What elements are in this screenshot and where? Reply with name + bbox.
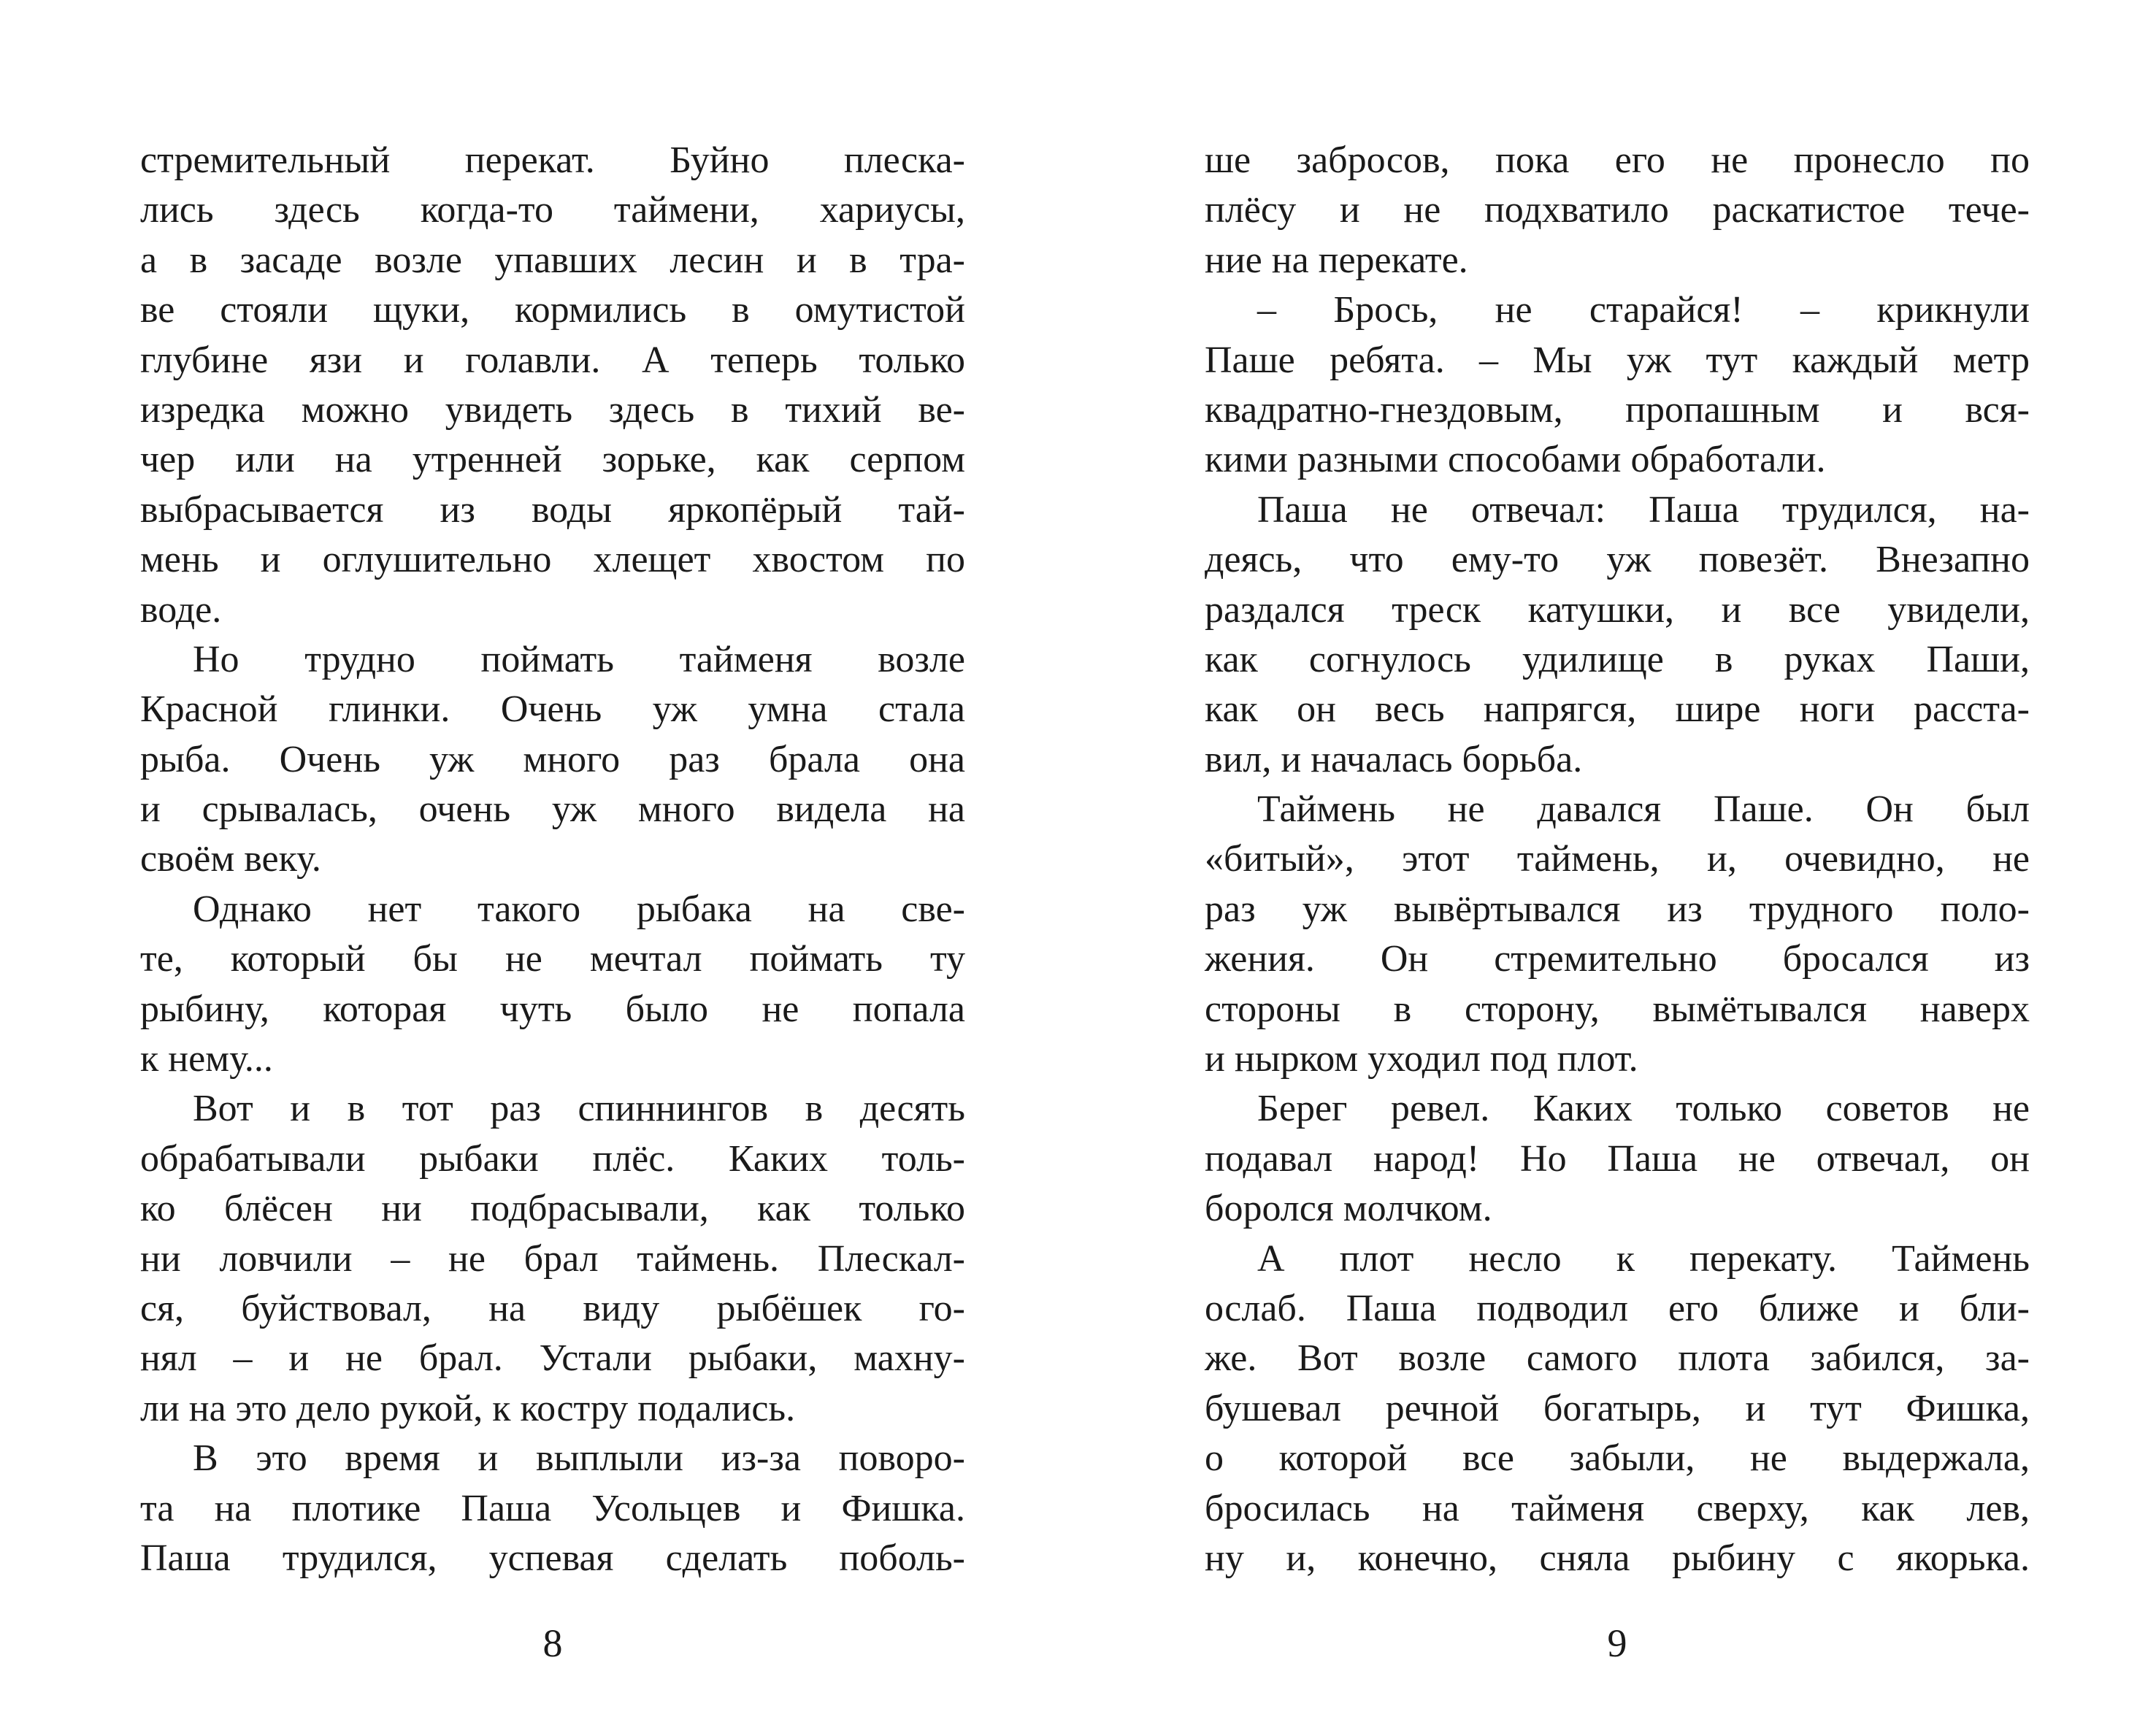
text-line: как согнулось удилище в руках Паши,	[1205, 638, 2030, 680]
text-line: Таймень не давался Паше. Он был	[1257, 788, 2030, 831]
text-line: своём веку.	[140, 838, 321, 880]
right-page-number: 9	[1607, 1621, 1627, 1665]
text-line: и срывалась, очень уж много видела на	[140, 788, 965, 831]
text-line: стороны в сторону, вымётывался наверх	[1205, 988, 2030, 1030]
text-line: ся, буйствовал, на виду рыбёшек го-	[140, 1287, 965, 1329]
text-line: ше забросов, пока его не пронесло по	[1205, 139, 2030, 181]
text-line: плёсу и не подхватило раскатистое тече-	[1205, 189, 2030, 231]
left-page-number: 8	[542, 1621, 563, 1665]
text-line: Паше ребята. – Мы уж тут каждый метр	[1205, 339, 2030, 381]
text-line: рыба. Очень уж много раз брала она	[140, 738, 965, 780]
text-line: жения. Он стремительно бросался из	[1205, 938, 2030, 980]
text-line: кими разными способами обработали.	[1205, 439, 1826, 481]
text-line: лись здесь когда-то таймени, хариусы,	[140, 189, 965, 231]
text-line: подавал народ! Но Паша не отвечал, он	[1205, 1137, 2030, 1180]
text-line: же. Вот возле самого плота забился, за-	[1205, 1337, 2030, 1380]
left-page-text	[140, 136, 965, 1583]
text-line: бушевал речной богатырь, и тут Фишка,	[1205, 1387, 2030, 1429]
text-line: а в засаде возле упавших лесин и в тра-	[140, 239, 965, 281]
text-line: вил, и началась борьба.	[1205, 738, 1583, 780]
text-line: бросилась на тайменя сверху, как лев,	[1205, 1487, 2030, 1529]
text-line: та на плотике Паша Усольцев и Фишка.	[140, 1487, 965, 1529]
text-line: ли на это дело рукой, к костру подались.	[140, 1387, 796, 1429]
text-line: ко блёсен ни подбрасывали, как только	[140, 1188, 965, 1230]
text-line: ние на перекате.	[1205, 239, 1468, 281]
text-line: ослаб. Паша подводил его ближе и бли-	[1205, 1287, 2030, 1329]
text-line: раз уж вывёртывался из трудного поло-	[1205, 888, 2030, 930]
text-line: изредка можно увидеть здесь в тихий ве-	[140, 388, 965, 431]
text-line: глубине язи и голавли. А теперь только	[140, 339, 965, 381]
text-line: к нему...	[140, 1038, 273, 1080]
text-line: нял – и не брал. Устали рыбаки, махну-	[140, 1337, 965, 1380]
text-line: ну и, конечно, сняла рыбину с якорька.	[1205, 1537, 2030, 1579]
text-line: мень и оглушительно хлещет хвостом по	[140, 539, 965, 581]
right-page	[1205, 136, 2030, 1705]
text-line: рыбину, которая чуть было не попала	[140, 988, 965, 1030]
text-line: боролся молчком.	[1205, 1188, 1492, 1230]
text-line: Однако нет такого рыбака на све-	[193, 888, 965, 930]
text-line: Красной глинки. Очень уж умна стала	[140, 688, 965, 731]
text-line: раздался треск катушки, и все увидели,	[1205, 588, 2030, 631]
text-line: о которой все забыли, не выдержала,	[1205, 1437, 2030, 1480]
text-line: квадратно-гнездовым, пропашным и вся-	[1205, 388, 2030, 431]
text-line: те, который бы не мечтал поймать ту	[140, 938, 965, 980]
text-line: ни ловчили – не брал таймень. Плескал-	[140, 1237, 965, 1280]
text-line: стремительный перекат. Буйно плеска-	[140, 139, 965, 181]
text-line: – Брось, не старайся! – крикнули	[1257, 289, 2030, 331]
text-line: В это время и выплыли из-за поворо-	[193, 1437, 965, 1480]
text-line: воде.	[140, 588, 222, 631]
text-line: Берег ревел. Каких только советов не	[1257, 1088, 2030, 1130]
text-line: деясь, что ему-то уж повезёт. Внезапно	[1205, 539, 2030, 581]
text-line: выбрасывается из воды яркопёрый тай-	[140, 488, 965, 531]
text-line: как он весь напрягся, шире ноги расста-	[1205, 688, 2030, 731]
text-line: и нырком уходил под плот.	[1205, 1038, 1638, 1080]
text-line: Вот и в тот раз спиннингов в десять	[193, 1088, 965, 1130]
left-page	[140, 136, 965, 1705]
text-line: Паша не отвечал: Паша трудился, на-	[1257, 488, 2030, 531]
text-line: ве стояли щуки, кормились в омутистой	[140, 289, 965, 331]
text-line: чер или на утренней зорьке, как серпом	[140, 439, 965, 481]
text-line: А плот несло к перекату. Таймень	[1257, 1237, 2030, 1280]
right-page-text	[1205, 136, 2030, 1583]
text-line: обрабатывали рыбаки плёс. Каких толь-	[140, 1137, 965, 1180]
text-line: Но трудно поймать тайменя возле	[193, 638, 965, 680]
text-line: Паша трудился, успевая сделать поболь-	[140, 1537, 965, 1579]
text-line: «битый», этот таймень, и, очевидно, не	[1205, 838, 2030, 880]
